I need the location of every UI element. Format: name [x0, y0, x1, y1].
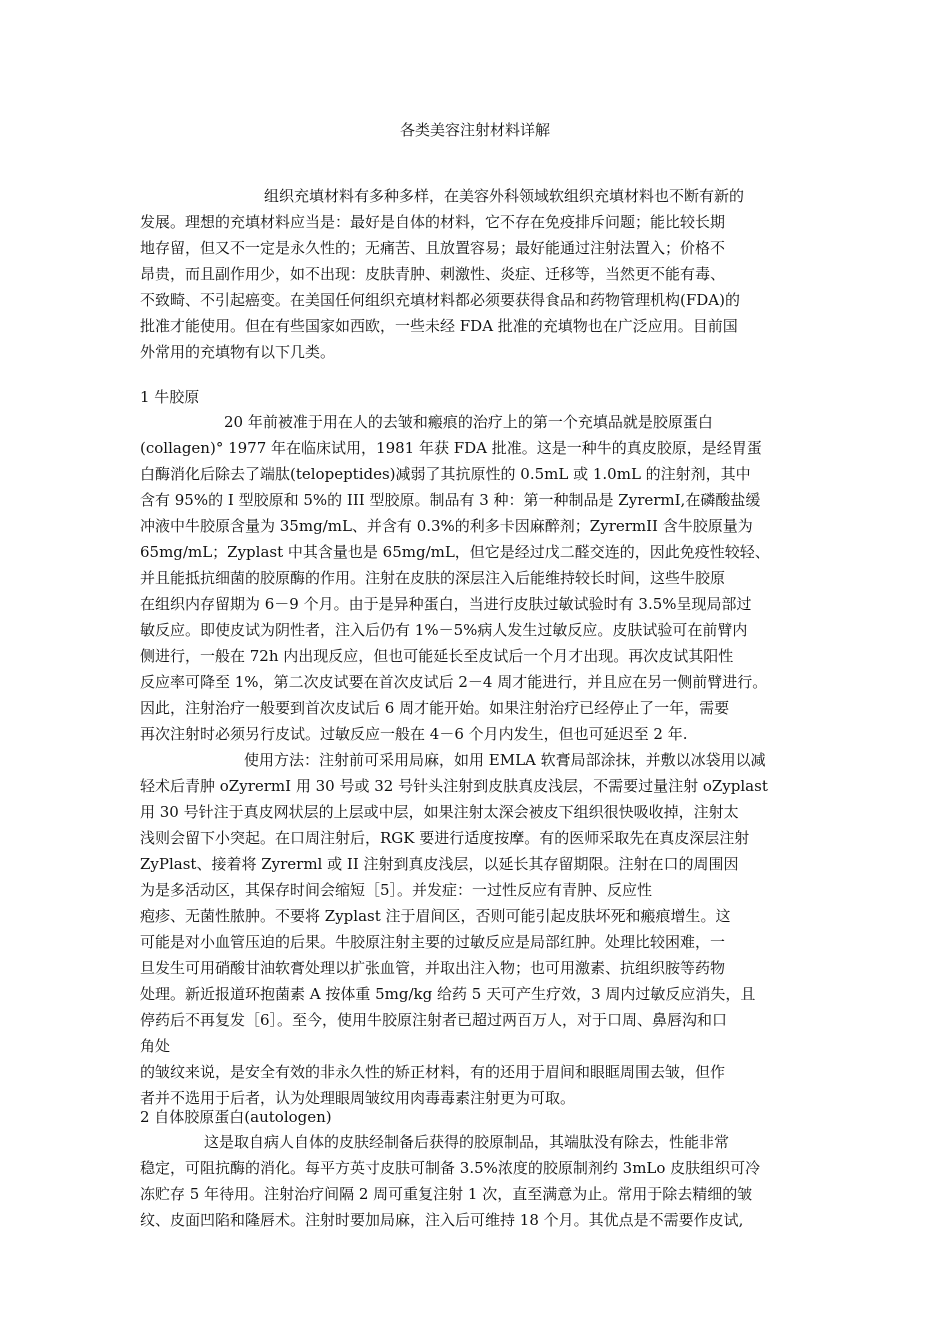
- paragraph-line: 侧进行，一般在 72h 内出现反应，但也可能延长至皮试后一个月才出现。再次皮试其阳性: [140, 647, 734, 665]
- paragraph-line: 旦发生可用硝酸甘油软膏处理以扩张血管，并取出注入物；也可用激素、抗组织胺等药物: [140, 959, 726, 977]
- intro-line: 外常用的充填物有以下几类。: [140, 343, 336, 361]
- paragraph-line: 反应率可降至 1%，第二次皮试要在首次皮试后 2－4 周才能进行，并且应在另一侧前臂进行。: [140, 673, 768, 691]
- intro-paragraph: [140, 183, 820, 365]
- paragraph-line: 的皱纹来说，是安全有效的非永久性的矫正材料，有的还用于眉间和眼眶周围去皱，但作: [140, 1063, 726, 1081]
- intro-line: 发展。理想的充填材料应当是：最好是自体的材料，它不存在免疫排斥问题；能比较长期: [140, 213, 726, 231]
- paragraph-line: 在组织内存留期为 6－9 个月。由于是异种蛋白，当进行皮肤过敏试验时有 3.5%呈现局部过: [140, 595, 752, 613]
- paragraph-line: 20 年前被准于用在人的去皱和瘢痕的治疗上的第一个充填品就是胶原蛋白: [224, 413, 713, 431]
- paragraph-line: 疱疹、无菌性脓肿。不要将 Zyplast 注于眉间区，否则可能引起皮肤坏死和瘢痕增生。这: [140, 907, 731, 925]
- section-1-body: [140, 409, 820, 1111]
- paragraph-line: 冲液中牛胶原含量为 35mg/mL、并含有 0.3%的利多卡因麻醉剂；ZyrermII 含牛胶原量为: [140, 517, 753, 535]
- paragraph-line: 并且能抵抗细菌的胶原酶的作用。注射在皮肤的深层注入后能维持较长时间，这些牛胶原: [140, 569, 726, 587]
- paragraph-line: 冻贮存 5 年待用。注射治疗间隔 2 周可重复注射 1 次，直至满意为止。常用于除去精细的皱: [140, 1185, 753, 1203]
- paragraph-line: 用 30 号针注于真皮网状层的上层或中层，如果注射太深会被皮下组织很快吸收掉，注射太: [140, 803, 739, 821]
- section-heading-1: 1 牛胶原: [140, 388, 200, 406]
- paragraph-line: 可能是对小血管压迫的后果。牛胶原注射主要的过敏反应是局部红肿。处理比较困难，一: [140, 933, 726, 951]
- intro-line: 批准才能使用。但在有些国家如西欧，一些未经 FDA 批准的充填物也在广泛应用。目前国: [140, 317, 738, 335]
- paragraph-line: 这是取自病人自体的皮肤经制备后获得的胶原制品，其端肽没有除去，性能非常: [204, 1133, 730, 1151]
- intro-line: 昂贵，而且副作用少，如不出现：皮肤青肿、刺激性、炎症、迁移等，当然更不能有毒、: [140, 265, 726, 283]
- paragraph-line: 轻术后青肿 oZyrermI 用 30 号或 32 号针头注射到皮肤真皮浅层，不需要过量注射 oZyplast: [140, 777, 768, 795]
- paragraph-line: 再次注射时必须另行皮试。过敏反应一般在 4－6 个月内发生，但也可延迟至 2 年.: [140, 725, 688, 743]
- paragraph-line: 因此，注射治疗一般要到首次皮试后 6 周才能开始。如果注射治疗已经停止了一年，需要: [140, 699, 730, 717]
- paragraph-line: 者并不选用于后者，认为处理眼周皱纹用肉毒毒素注射更为可取。: [140, 1089, 576, 1107]
- paragraph-line: 浅则会留下小突起。在口周注射后，RGK 要进行适度按摩。有的医师采取先在真皮深层注射: [140, 829, 750, 847]
- paragraph-line: ZyPlast、接着将 Zyrerml 或 II 注射到真皮浅层，以延长其存留期限。注射在口的周围因: [140, 855, 739, 873]
- intro-line: 地存留，但又不一定是永久性的；无痛苦、且放置容易；最好能通过注射法置入；价格不: [140, 239, 726, 257]
- paragraph-line: 停药后不再复发［6］。至今，使用牛胶原注射者已超过两百万人，对于口周、鼻唇沟和口: [140, 1011, 728, 1029]
- paragraph-line: 白酶消化后除去了端肽(telopeptides)减弱了其抗原性的 0.5mL 或 1.0mL 的注射剂，其中: [140, 465, 751, 483]
- paragraph-line: 含有 95%的 I 型胶原和 5%的 III 型胶原。制品有 3 种：第一种制品是 ZyrermI,在磷酸盐缓: [140, 491, 761, 509]
- intro-line: 组织充填材料有多种多样，在美容外科领域软组织充填材料也不断有新的: [264, 187, 745, 205]
- paragraph-line: 使用方法：注射前可采用局麻，如用 EMLA 软膏局部涂抹，并敷以冰袋用以减: [244, 751, 766, 769]
- paragraph-line: (collagen)° 1977 年在临床试用，1981 年获 FDA 批准。这是一种牛的真皮胶原，是经胃蛋: [140, 439, 762, 457]
- intro-line: 不致畸、不引起癌变。在美国任何组织充填材料都必须要获得食品和药物管理机构(FDA)的: [140, 291, 740, 309]
- section-heading-2: 2 自体胶原蛋白(autologen): [140, 1108, 332, 1126]
- paragraph-line: 纹、皮面凹陷和隆唇术。注射时要加局麻，注入后可维持 18 个月。其优点是不需要作皮试,: [140, 1211, 744, 1229]
- paragraph-line: 处理。新近报道环抱菌素 A 按体重 5mg/kg 给药 5 天可产生疗效，3 周内过敏反应消失，且: [140, 985, 756, 1003]
- paragraph-line: 65mg/mL；Zyplast 中其含量也是 65mg/mL，但它是经过戊二醛交连的，因此免疫性较轻、: [140, 543, 770, 561]
- paragraph-line: 角处: [140, 1037, 171, 1055]
- paragraph-line: 敏反应。即使皮试为阴性者，注入后仍有 1%－5%病人发生过敏反应。皮肤试验可在前臂内: [140, 621, 748, 639]
- paragraph-line: 为是多活动区，其保存时间会缩短［5］。并发症：一过性反应有青肿、反应性: [140, 881, 653, 899]
- paragraph-line: 稳定，可阻抗酶的消化。每平方英寸皮肤可制备 3.5%浓度的胶原制剂约 3mLo 皮肤组织可冷: [140, 1159, 761, 1177]
- document-title: 各类美容注射材料详解: [399, 121, 550, 139]
- section-2-body: [140, 1129, 820, 1233]
